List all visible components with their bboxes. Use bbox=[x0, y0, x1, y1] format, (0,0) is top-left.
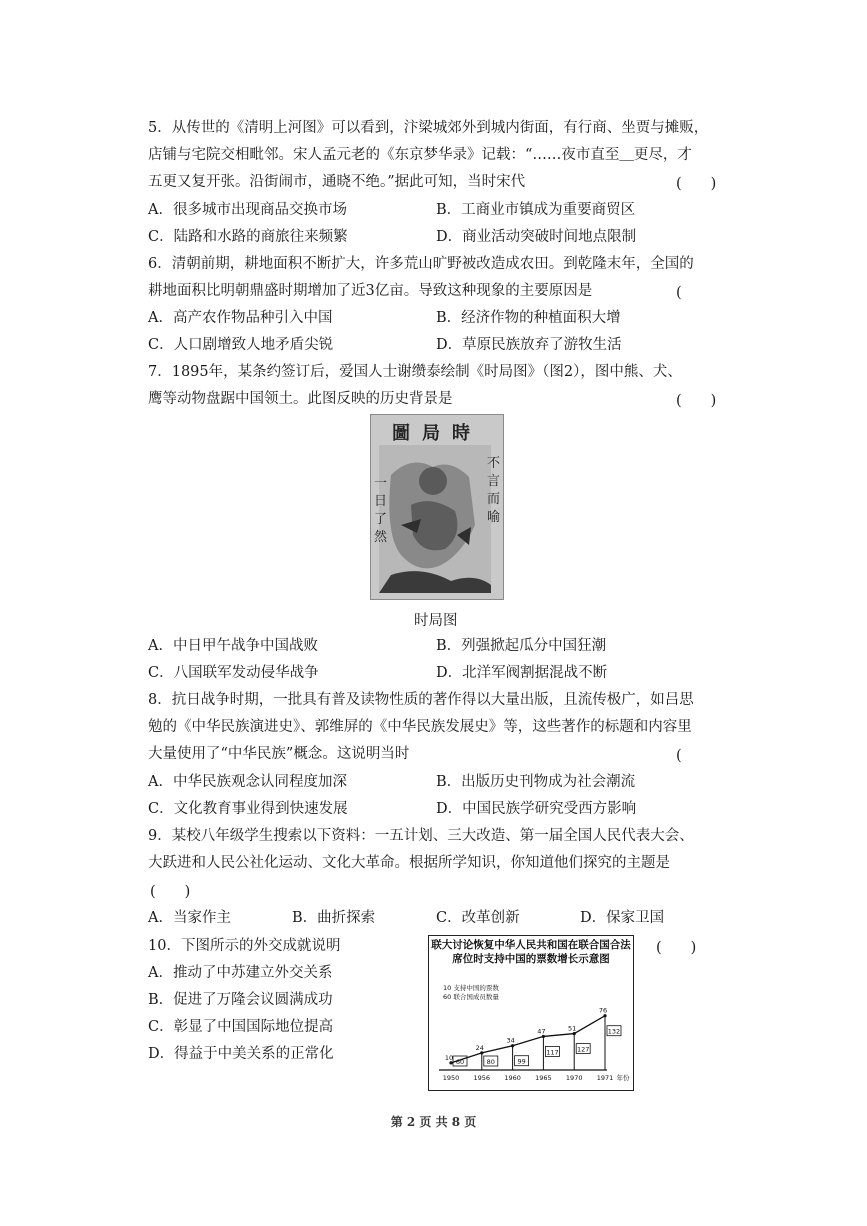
q7-stem-line1: 7．1895年，某条约签订后，爱国人士谢缵泰绘制《时局图》（图2），图中熊、犬、 bbox=[148, 364, 682, 380]
q7-answer-paren: ( ) bbox=[676, 393, 717, 409]
vote-value-label: 47 bbox=[537, 1027, 546, 1036]
legend-votes: 10 支持中国的票数 bbox=[443, 984, 499, 992]
q8-stem-line3: 大量使用了“中华民族”概念。这说明当时 bbox=[148, 746, 410, 762]
member-count-label: 60 bbox=[455, 1058, 465, 1066]
q10-option-c: C．彰显了中国国际地位提高 bbox=[148, 1019, 334, 1035]
q8-option-c: C．文化教育事业得到快速发展 bbox=[148, 801, 348, 817]
q10-option-b: B．促进了万隆会议圆满成功 bbox=[148, 992, 333, 1008]
cartoon-illustration bbox=[371, 415, 503, 599]
member-count-label: 117 bbox=[546, 1048, 559, 1057]
q9-option-a: A．当家作主 bbox=[148, 910, 231, 926]
vote-value-label: 34 bbox=[506, 1036, 515, 1045]
q5-stem-line2: 店铺与宅院交相毗邻。宋人孟元老的《东京梦华录》记载：“……夜市直至＿更尽，才 bbox=[148, 147, 692, 163]
x-tick-label: 1960 bbox=[504, 1074, 521, 1082]
q10-option-a: A．推动了中苏建立外交关系 bbox=[148, 965, 333, 981]
q9-option-d: D．保家卫国 bbox=[580, 910, 665, 926]
q6-stem-line1: 6．清朝前期，耕地面积不断扩大，许多荒山旷野被改造成农田。到乾隆末年，全国的 bbox=[148, 256, 694, 272]
q9-answer-paren: ( ) bbox=[150, 884, 191, 900]
q9-stem-line2: 大跃进和人民公社化运动、文化大革命。根据所学知识，你知道他们探究的主题是 bbox=[148, 855, 670, 871]
q7-option-c: C．八国联军发动侵华战争 bbox=[148, 665, 319, 681]
member-count-label: 99 bbox=[517, 1057, 526, 1066]
q5-answer-paren: ( ) bbox=[676, 176, 717, 192]
q7-option-d: D．北洋军阀割据混战不断 bbox=[436, 665, 608, 681]
q8-option-d: D．中国民族学研究受西方影响 bbox=[436, 801, 637, 817]
legend-members: 60 联合国成员数量 bbox=[443, 993, 499, 1001]
member-count-label: 127 bbox=[576, 1045, 590, 1054]
q8-option-a: A．中华民族观念认同程度加深 bbox=[148, 774, 347, 790]
q5-option-d: D．商业活动突破时间地点限制 bbox=[436, 229, 637, 245]
q7-option-a: A．中日甲午战争中国战败 bbox=[148, 638, 318, 654]
q6-option-b: B．经济作物的种植面积大增 bbox=[436, 310, 621, 326]
q5-option-b: B．工商业市镇成为重要商贸区 bbox=[436, 202, 636, 218]
q6-answer-paren: ( bbox=[676, 285, 711, 301]
vote-value-label: 76 bbox=[598, 1006, 608, 1015]
q10-stem: 10．下图所示的外交成就说明 bbox=[148, 938, 341, 954]
member-count-label: 80 bbox=[486, 1058, 495, 1066]
q5-stem-line3: 五更又复开张。沿街闹市，通晓不绝。”据此可知，当时宋代 bbox=[148, 174, 526, 190]
vote-value-label: 51 bbox=[568, 1024, 577, 1033]
member-count-label: 132 bbox=[607, 1027, 621, 1036]
q9-option-c: C．改革创新 bbox=[436, 910, 520, 926]
x-axis-label: 年份 bbox=[616, 1074, 630, 1082]
cartoon-right-caption: 不言而喻 bbox=[487, 456, 501, 525]
q8-answer-paren: ( bbox=[676, 748, 711, 764]
q6-option-c: C．人口剧增致人地矛盾尖锐 bbox=[148, 337, 334, 353]
x-tick-label: 1950 bbox=[442, 1074, 460, 1082]
x-tick-label: 1971 bbox=[596, 1074, 614, 1082]
q8-stem-line2: 勉的《中华民族演进史》、郭维屏的《中华民族发展史》等，这些著作的标题和内容里 bbox=[148, 719, 692, 735]
cartoon-caption: 时局图 bbox=[414, 613, 458, 629]
q6-option-a: A．高产农作物品种引入中国 bbox=[148, 310, 333, 326]
shiju-tu-cartoon bbox=[370, 414, 504, 600]
q8-stem-line1: 8．抗日战争时期，一批具有普及读物性质的著作得以大量出版，且流传极广，如吕思 bbox=[148, 692, 694, 708]
q5-stem-line1: 5．从传世的《清明上河图》可以看到，汴梁城郊外到城内街面，有行商、坐贾与摊贩， bbox=[148, 120, 709, 136]
cartoon-left-caption: 一日了然 bbox=[374, 476, 388, 545]
q6-option-d: D．草原民族放弃了游牧生活 bbox=[436, 337, 622, 353]
cartoon-title: 圖局時 bbox=[392, 423, 482, 444]
page-footer: 第 2 页 共 8 页 bbox=[390, 1115, 477, 1129]
q8-option-b: B．出版历史刊物成为社会潮流 bbox=[436, 774, 636, 790]
chart-title: 联大讨论恢复中华人民共和国在联合国合法席位时支持中国的票数增长示意图 bbox=[431, 939, 631, 965]
q5-option-a: A．很多城市出现商品交换市场 bbox=[148, 202, 347, 218]
un-votes-chart bbox=[428, 935, 634, 1091]
q5-option-c: C．陆路和水路的商旅往来频繁 bbox=[148, 229, 348, 245]
x-tick-label: 1956 bbox=[473, 1074, 491, 1082]
q7-option-b: B．列强掀起瓜分中国狂潮 bbox=[436, 638, 607, 654]
x-tick-label: 1970 bbox=[565, 1074, 583, 1082]
q9-stem-line1: 9．某校八年级学生搜索以下资料：一五计划、三大改造、第一届全国人民代表大会、 bbox=[148, 828, 694, 844]
vote-value-label: 24 bbox=[475, 1043, 484, 1052]
x-tick-label: 1965 bbox=[535, 1074, 552, 1082]
q7-stem-line2: 鹰等动物盘踞中国领土。此图反映的历史背景是 bbox=[148, 391, 453, 407]
q9-option-b: B．曲折探索 bbox=[292, 910, 376, 926]
q6-stem-line2: 耕地面积比明朝鼎盛时期增加了近3亿亩。导致这种现象的主要原因是 bbox=[148, 283, 593, 299]
chart-plot bbox=[429, 936, 633, 1090]
q10-option-d: D．得益于中美关系的正常化 bbox=[148, 1046, 334, 1062]
q10-answer-paren: ( ) bbox=[656, 940, 697, 956]
vote-value-label: 10 bbox=[444, 1053, 454, 1062]
